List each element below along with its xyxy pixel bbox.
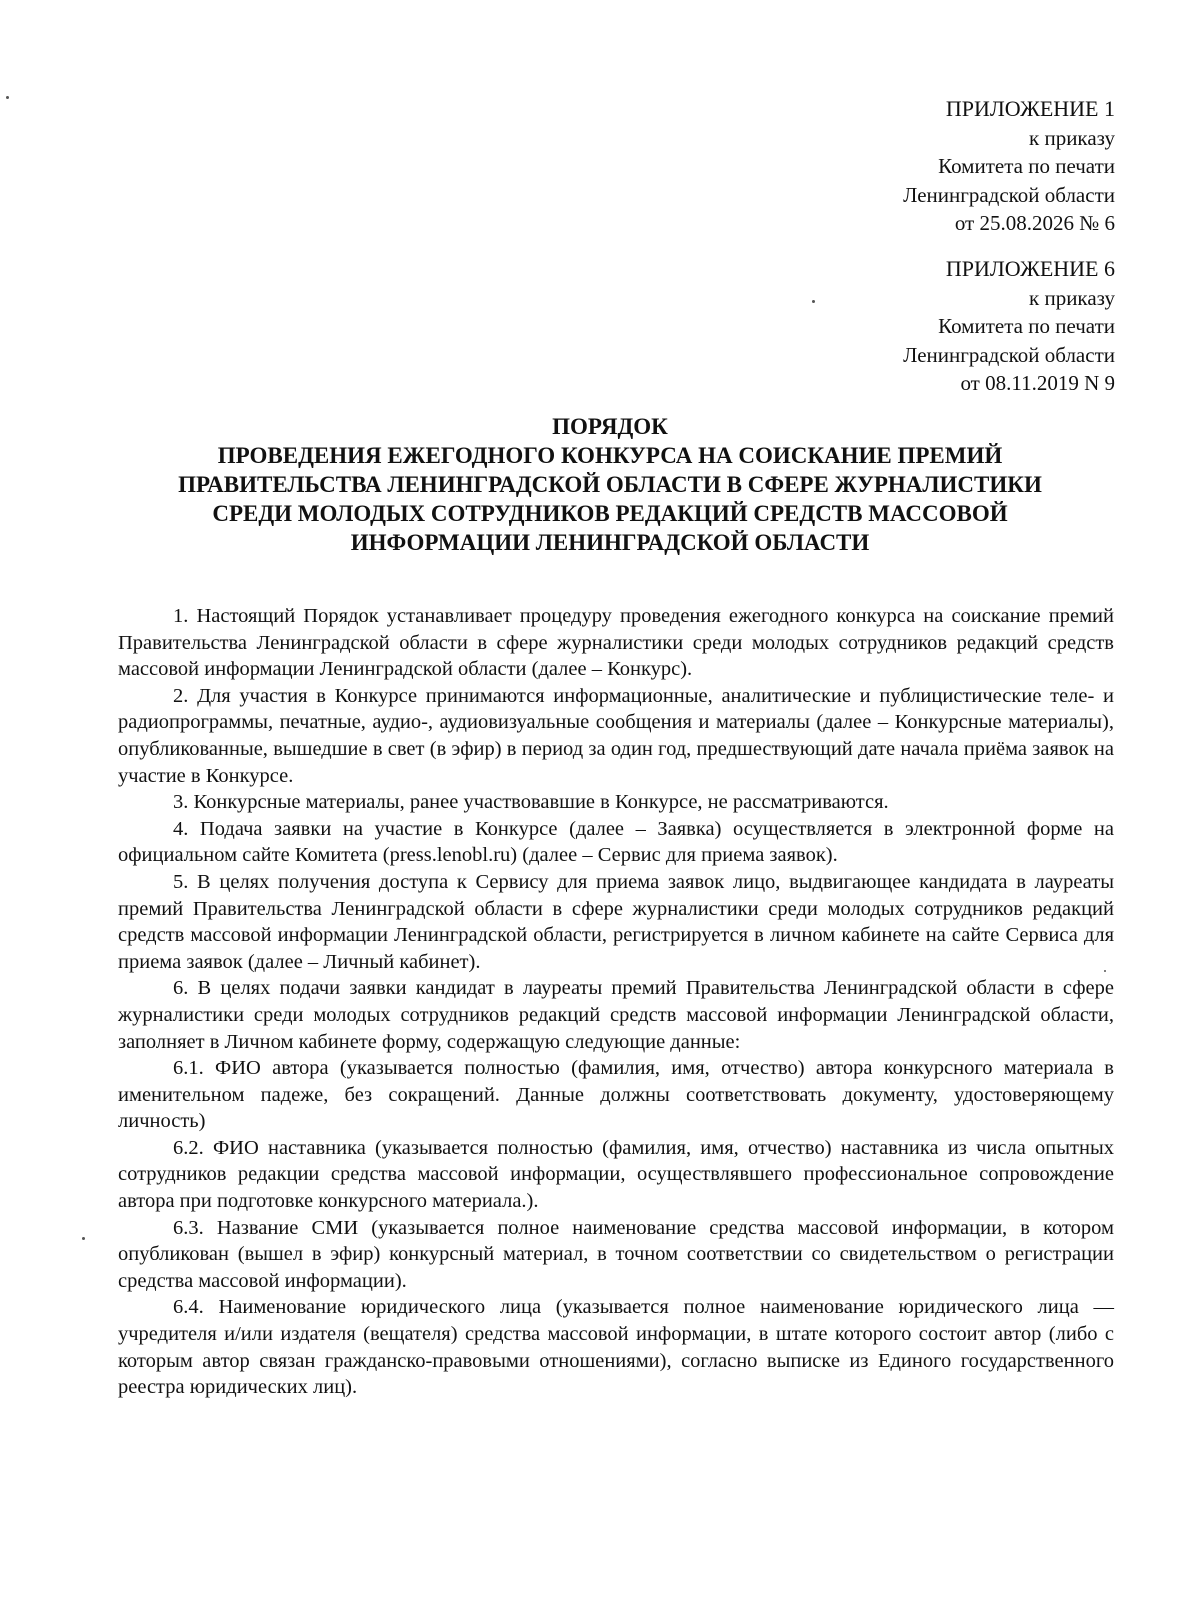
paragraph-6: 6. В целях подачи заявки кандидат в лауреаты премий Правительства Ленинградской области в сфере журналистики среди молодых сотрудников редакций средств массовой информации Ленинградской области, заполняет в Личном кабинете форму, содержащую следующие данные: [118,977,1114,1053]
paragraph-4: 4. Подача заявки на участие в Конкурсе (далее – Заявка) осуществляется в электронной форме на официальном сайте Комитета (press.lenobl.ru) (далее – Сервис для приема заявок). [118,817,1114,867]
appendix-1-heading: ПРИЛОЖЕНИЕ 1 [945,96,1115,121]
title-line: ПРОВЕДЕНИЯ ЕЖЕГОДНОГО КОНКУРСА НА СОИСКАНИЕ ПРЕМИЙ [217,443,1003,468]
title-line: СРЕДИ МОЛОДЫХ СОТРУДНИКОВ РЕДАКЦИЙ СРЕДСТВ МАССОВОЙ [212,501,1008,526]
appendix-6-line: Комитета по печати [938,314,1115,338]
scan-speck [812,300,815,303]
paragraph-3: 3. Конкурсные материалы, ранее участвовавшие в Конкурсе, не рассматриваются. [173,791,889,814]
appendix-1-header [903,95,1115,238]
title-line: ПРАВИТЕЛЬСТВА ЛЕНИНГРАДСКОЙ ОБЛАСТИ В СФЕРЕ ЖУРНАЛИСТИКИ [178,472,1042,497]
document-body [118,603,1114,1401]
appendix-6-date: от 08.11.2019 N 9 [960,371,1115,395]
document-title [110,412,1110,557]
title-line: ПОРЯДОК [552,414,668,439]
paragraph-6-3: 6.3. Название СМИ (указывается полное наименование средства массовой информации, в котором опубликован (вышел в эфир) конкурсный материал, в точном соответствии со свидетельством о регистрации средства массовой информации). [118,1216,1114,1292]
scan-speck [82,1237,85,1240]
appendix-1-line: Ленинградской области [903,182,1115,207]
title-line: ИНФОРМАЦИИ ЛЕНИНГРАДСКОЙ ОБЛАСТИ [350,530,870,555]
paragraph-6-4: 6.4. Наименование юридического лица (указывается полное наименование юридического лица — учредителя и/или издателя (вещателя) средства массовой информации, в штате которого состоит автор (либо с которым автор связан гражданско-правовыми отношениями), согласно выписке из Единого государственного реестра юридических лиц). [118,1296,1114,1399]
scan-speck [6,96,9,99]
appendix-6-heading: ПРИЛОЖЕНИЕ 6 [945,256,1115,281]
paragraph-5: 5. В целях получения доступа к Сервису для приема заявок лицо, выдвигающее кандидата в лауреаты премий Правительства Ленинградской области в сфере журналистики среди молодых сотрудников редакций средств массовой информации Ленинградской области, регистрируется в личном кабинете на сайте Сервиса для приема заявок (далее – Личный кабинет). [118,870,1114,973]
paragraph-6-1: 6.1. ФИО автора (указывается полностью (фамилия, имя, отчество) автора конкурсного материала в именительном падеже, без сокращений. Данные должны соответствовать документу, удостоверяющему личность) [118,1057,1114,1133]
paragraph-2: 2. Для участия в Конкурсе принимаются информационные, аналитические и публицистические теле- и радиопрограммы, печатные, аудио-, аудиовизуальные сообщения и материалы (далее – Конкурсные материалы), опубликованные, вышедшие в свет (в эфир) в период за один год, предшествующий дате начала приёма заявок на участие в Конкурсе. [118,684,1114,787]
appendix-1-line: к приказу [1029,125,1115,150]
appendix-1-date: от 25.08.2026 № 6 [954,211,1115,235]
paragraph-1: 1. Настоящий Порядок устанавливает процедуру проведения ежегодного конкурса на соискание премий Правительства Ленинградской области в сфере журналистики среди молодых сотрудников редакций средств массовой информации Ленинградской области (далее – Конкурс). [118,605,1114,681]
appendix-1-line: Комитета по печати [938,154,1115,178]
appendix-6-header [903,255,1115,398]
appendix-6-line: к приказу [1029,285,1115,310]
appendix-6-line: Ленинградской области [903,342,1115,367]
paragraph-6-2: 6.2. ФИО наставника (указывается полностью (фамилия, имя, отчество) наставника из числа опытных сотрудников редакции средства массовой информации, осуществлявшего профессиональное сопровождение автора при подготовке конкурсного материала.). [118,1136,1114,1213]
